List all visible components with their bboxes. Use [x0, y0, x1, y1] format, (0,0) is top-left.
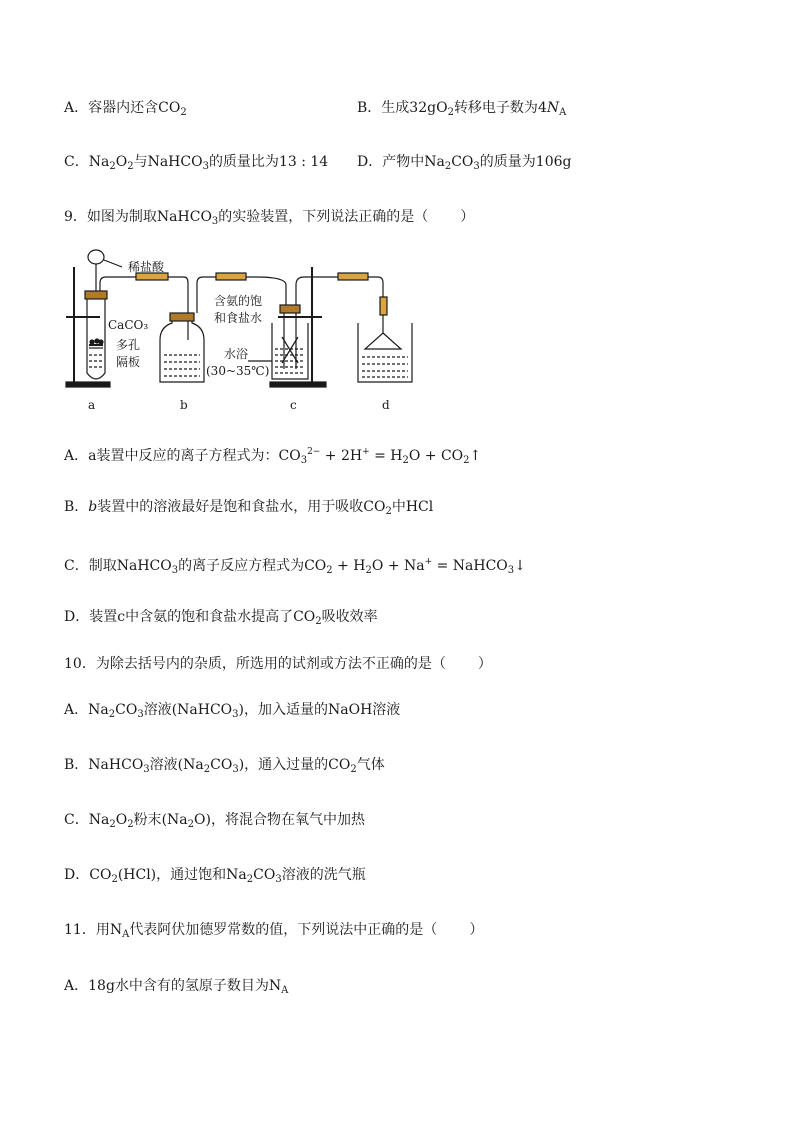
label-a: a [88, 398, 96, 412]
q10-option-d: D．$CO_2(HCl)$，通过饱和$Na_2CO_3$溶液的洗气瓶 [64, 867, 366, 885]
label-bath-1: 水浴 [224, 347, 249, 361]
q9-stem: 9．如图为制取NaHCO$_3$的实验装置，下列说法正确的是（ ） [64, 209, 475, 227]
label-acid: 稀盐酸 [128, 260, 165, 274]
q8-option-a: A．容器内还含$CO_2$ [64, 100, 187, 118]
q8-option-b: B．生成$32gO_2$转移电子数为$4N_A$ [357, 100, 567, 118]
label-c: c [290, 398, 297, 412]
q9-option-a: A．a装置中反应的离子方程式为：$CO_3^{2-} + 2H^+ = H_2O$ + $CO_2↑$ [64, 447, 482, 466]
label-b: b [180, 398, 188, 412]
q11-stem: 11．用$N_A$代表阿伏加德罗常数的值，下列说法中正确的是（ ） [64, 922, 484, 940]
q10-option-c: C．$Na_2O_2$粉末$(Na_2O)$，将混合物在氧气中加热 [64, 812, 365, 830]
q10-stem: 10．为除去括号内的杂质，所选用的试剂或方法不正确的是（ ） [64, 656, 492, 672]
q8-option-d: D．产物中$Na_2CO_3$的质量为106g [357, 154, 572, 172]
label-d: d [382, 398, 390, 412]
apparatus-figure [60, 245, 430, 420]
stand-base-a [66, 382, 110, 387]
label-plate-1: 多孔 [116, 338, 141, 352]
label-brine-1: 含氨的饱 [214, 294, 263, 308]
label-brine-2: 和食盐水 [214, 311, 263, 325]
q10-option-b: B．NaHCO$_3$溶液$(Na_2CO_3)$，通入过量的$CO_2$气体 [64, 757, 385, 775]
q9-option-d: D．装置c中含氨的饱和食盐水提高了$CO_2$吸收效率 [64, 609, 378, 627]
label-caco3: CaCO₃ [108, 318, 149, 332]
q10-option-a: A．$Na_2CO_3$溶液(NaHCO$_3$)，加入适量的NaOH溶液 [64, 702, 401, 720]
beaker-d [358, 323, 412, 382]
q9-option-b: B．b装置中的溶液最好是饱和食盐水，用于吸收$CO_2$中HCl [64, 499, 434, 517]
funnel-bulb [88, 250, 104, 264]
label-bath-2: (30~35℃) [206, 364, 270, 378]
label-plate-2: 隔板 [116, 355, 141, 369]
q8-option-c: C．$Na_2O_2$与NaHCO$_3$的质量比为13 : 14 [64, 154, 329, 172]
q11-option-a: A．18g水中含有的氢原子数目为$N_A$ [64, 978, 289, 996]
bottle-b [160, 313, 204, 382]
q9-option-c: C．制取NaHCO$_3$的离子反应方程式为$CO_2 + H_2O + Na^+$ = NaHCO$_3$↓ [64, 557, 526, 576]
